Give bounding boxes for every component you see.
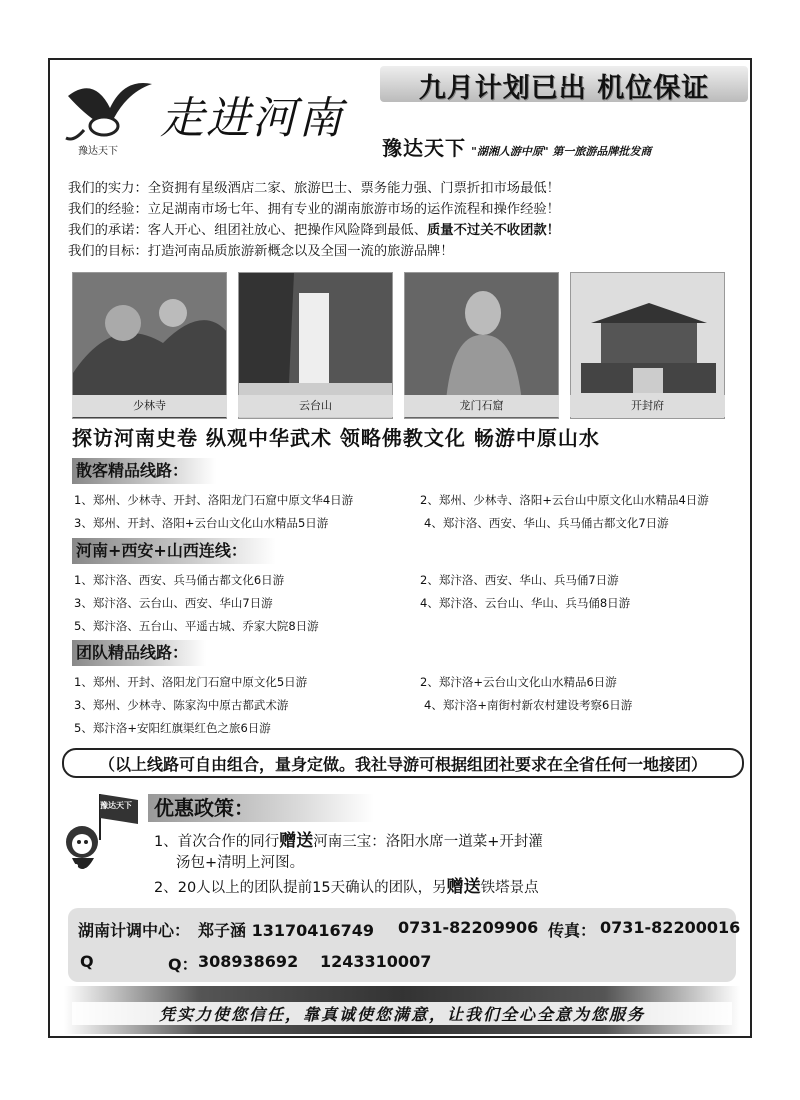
slogan-big: 豫达天下	[382, 136, 466, 160]
route-item: 2、郑汴洛+云台山文化山水精品6日游	[420, 675, 617, 689]
photo-caption: 少林寺	[72, 395, 227, 417]
route-item: 5、郑汴洛+安阳红旗渠红色之旅6日游	[74, 721, 271, 735]
route-item: 3、郑州、少林寺、陈家沟中原古都武术游	[74, 698, 289, 712]
qq-number-1: 308938692	[198, 952, 299, 971]
route-item: 4、郑汴洛、西安、华山、兵马俑古都文化7日游	[424, 516, 669, 530]
qq-label: Q	[80, 952, 94, 971]
contact-name-phone: 郑子涵 13170416749	[198, 921, 375, 940]
route-item: 5、郑汴洛、五台山、平遥古城、乔家大院8日游	[74, 619, 319, 633]
strength-row: 我们的目标：打造河南品质旅游新概念以及全国一流的旅游品牌！	[68, 244, 454, 259]
route-item: 2、郑汴洛、西安、华山、兵马俑7日游	[420, 573, 619, 587]
policy-item: 2、20人以上的团队提前15天确认的团队，另赠送铁塔景点	[154, 877, 539, 897]
contact-tel: 0731-82209906	[398, 918, 539, 937]
policy-item: 汤包+清明上河图。	[176, 855, 305, 871]
section-title: 散客精品线路：	[72, 458, 216, 484]
mascot-flag-text: 豫达天下	[100, 801, 132, 810]
brand-title: 走进河南	[160, 93, 344, 144]
route-item: 3、郑州、开封、洛阳+云台山文化山水精品5日游	[74, 516, 329, 530]
section-title: 河南+西安+山西连线：	[72, 538, 276, 564]
route-item: 4、郑汴洛+南街村新农村建设考察6日游	[424, 698, 633, 712]
fax-label: 传真：	[548, 921, 597, 940]
footer-slogan: 凭实力使您信任，靠真诚使您满意，让我们全心全意为您服务	[72, 1002, 732, 1025]
strengths-list	[68, 178, 748, 262]
route-item: 4、郑汴洛、云台山、华山、兵马俑8日游	[420, 596, 631, 610]
route-item: 3、郑汴洛、云台山、西安、华山7日游	[74, 596, 273, 610]
flyer	[48, 58, 752, 1038]
strength-row: 我们的承诺：客人开心、组团社放心、把操作风险降到最低、质量不过关不收团款！	[68, 223, 560, 238]
strength-row: 我们的实力：全资拥有星级酒店二家、旅游巴士、票务能力强、门票折扣市场最低！	[68, 181, 560, 196]
route-item: 1、郑汴洛、西安、兵马俑古都文化6日游	[74, 573, 285, 587]
policy-title: 优惠政策：	[148, 794, 374, 822]
section-title: 团队精品线路：	[72, 640, 206, 666]
photo-caption: 开封府	[570, 395, 725, 417]
route-item: 2、郑州、少林寺、洛阳+云台山中原文化山水精品4日游	[420, 493, 709, 507]
contact-label: 湖南计调中心：	[78, 921, 191, 940]
custom-route-banner: （以上线路可自由组合，量身定做。我社导游可根据组团社要求在全省任何一地接团）	[62, 748, 744, 778]
route-item: 1、郑州、少林寺、开封、洛阳龙门石窟中原文华4日游	[74, 493, 354, 507]
policy-item: 1、首次合作的同行赠送河南三宝：洛阳水席一道菜+开封灌	[154, 831, 543, 851]
slogan-small: "湖湘人游中原" 第一旅游品牌批发商	[471, 145, 652, 158]
logo-text: 豫达天下	[78, 146, 118, 157]
photo-caption: 云台山	[238, 395, 393, 417]
route-item: 1、郑州、开封、洛阳龙门石窟中原文化5日游	[74, 675, 308, 689]
headline: 九月计划已出 机位保证	[380, 66, 748, 102]
contact-fax: 0731-82200016	[600, 918, 741, 937]
qq-label-2: Q：	[168, 955, 198, 974]
brand-slogan	[382, 132, 651, 161]
contact-panel	[68, 908, 741, 982]
photo-caption: 龙门石窟	[404, 395, 559, 417]
tagline: 探访河南史卷 纵观中华武术 领略佛教文化 畅游中原山水	[72, 426, 600, 450]
qq-number-2: 1243310007	[320, 952, 432, 971]
strength-row: 我们的经验：立足湖南市场七年、拥有专业的湖南旅游市场的运作流程和操作经验！	[68, 202, 560, 217]
